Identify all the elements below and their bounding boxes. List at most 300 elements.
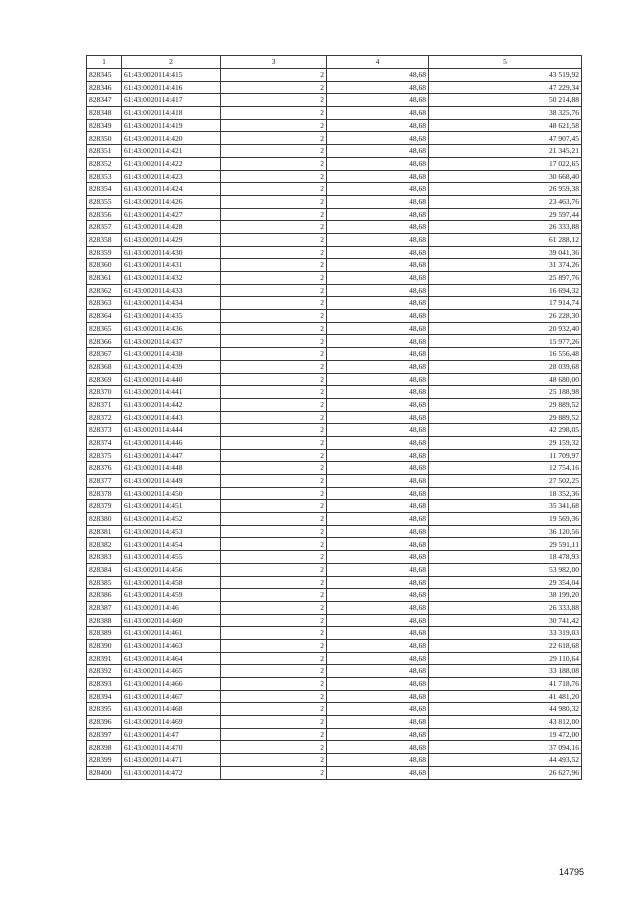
cadastral-number-cell: 61:43:0020114:435 xyxy=(122,310,221,323)
cadastral-number-cell: 61:43:0020114:426 xyxy=(122,195,221,208)
rate-cell: 48,68 xyxy=(327,728,429,741)
value-cell: 38 325,76 xyxy=(429,107,582,120)
table-row xyxy=(87,665,582,678)
category-cell: 2 xyxy=(221,69,327,82)
table-row xyxy=(87,754,582,767)
category-cell: 2 xyxy=(221,322,327,335)
value-cell: 29 354,04 xyxy=(429,576,582,589)
cadastral-number-cell: 61:43:0020114:439 xyxy=(122,360,221,373)
rate-cell: 48,68 xyxy=(327,589,429,602)
table-row xyxy=(87,246,582,259)
table-row xyxy=(87,741,582,754)
value-cell: 26 333,88 xyxy=(429,221,582,234)
value-cell: 26 627,96 xyxy=(429,766,582,779)
rate-cell: 48,68 xyxy=(327,195,429,208)
category-cell: 2 xyxy=(221,81,327,94)
cadastral-number-cell: 61:43:0020114:428 xyxy=(122,221,221,234)
category-cell: 2 xyxy=(221,424,327,437)
cadastral-number-cell: 61:43:0020114:421 xyxy=(122,145,221,158)
table-row xyxy=(87,208,582,221)
table-row xyxy=(87,272,582,285)
table-row xyxy=(87,107,582,120)
category-cell: 2 xyxy=(221,386,327,399)
rate-cell: 48,68 xyxy=(327,119,429,132)
table-row xyxy=(87,310,582,323)
table-row xyxy=(87,652,582,665)
table-row xyxy=(87,513,582,526)
value-cell: 35 341,68 xyxy=(429,500,582,513)
category-cell: 2 xyxy=(221,589,327,602)
cadastral-number-cell: 61:43:0020114:422 xyxy=(122,157,221,170)
row-number-cell: 828390 xyxy=(87,639,122,652)
table-row xyxy=(87,386,582,399)
row-number-cell: 828384 xyxy=(87,563,122,576)
row-number-cell: 828382 xyxy=(87,538,122,551)
rate-cell: 48,68 xyxy=(327,208,429,221)
cadastral-number-cell: 61:43:0020114:432 xyxy=(122,272,221,285)
row-number-cell: 828359 xyxy=(87,246,122,259)
rate-cell: 48,68 xyxy=(327,94,429,107)
row-number-cell: 828353 xyxy=(87,170,122,183)
rate-cell: 48,68 xyxy=(327,398,429,411)
category-cell: 2 xyxy=(221,500,327,513)
row-number-cell: 828347 xyxy=(87,94,122,107)
cadastral-number-cell: 61:43:0020114:436 xyxy=(122,322,221,335)
rate-cell: 48,68 xyxy=(327,310,429,323)
category-cell: 2 xyxy=(221,297,327,310)
row-number-cell: 828366 xyxy=(87,335,122,348)
rate-cell: 48,68 xyxy=(327,551,429,564)
rate-cell: 48,68 xyxy=(327,703,429,716)
table-row xyxy=(87,614,582,627)
row-number-cell: 828351 xyxy=(87,145,122,158)
rate-cell: 48,68 xyxy=(327,614,429,627)
cadastral-number-cell: 61:43:0020114:452 xyxy=(122,513,221,526)
category-cell: 2 xyxy=(221,728,327,741)
row-number-cell: 828378 xyxy=(87,487,122,500)
table-row xyxy=(87,119,582,132)
value-cell: 29 889,52 xyxy=(429,411,582,424)
value-cell: 48 680,00 xyxy=(429,373,582,386)
table-body xyxy=(87,69,582,780)
category-cell: 2 xyxy=(221,373,327,386)
cadastral-number-cell: 61:43:0020114:418 xyxy=(122,107,221,120)
rate-cell: 48,68 xyxy=(327,322,429,335)
row-number-cell: 828394 xyxy=(87,690,122,703)
table-row xyxy=(87,462,582,475)
rate-cell: 48,68 xyxy=(327,259,429,272)
category-cell: 2 xyxy=(221,132,327,145)
row-number-cell: 828388 xyxy=(87,614,122,627)
rate-cell: 48,68 xyxy=(327,766,429,779)
row-number-cell: 828350 xyxy=(87,132,122,145)
category-cell: 2 xyxy=(221,487,327,500)
table-row xyxy=(87,563,582,576)
rate-cell: 48,68 xyxy=(327,360,429,373)
row-number-cell: 828356 xyxy=(87,208,122,221)
table-row xyxy=(87,576,582,589)
cadastral-number-cell: 61:43:0020114:472 xyxy=(122,766,221,779)
category-cell: 2 xyxy=(221,272,327,285)
rate-cell: 48,68 xyxy=(327,716,429,729)
value-cell: 36 120,56 xyxy=(429,525,582,538)
table-row xyxy=(87,132,582,145)
value-cell: 11 709,97 xyxy=(429,449,582,462)
row-number-cell: 828357 xyxy=(87,221,122,234)
rate-cell: 48,68 xyxy=(327,690,429,703)
category-cell: 2 xyxy=(221,665,327,678)
table-row xyxy=(87,360,582,373)
row-number-cell: 828383 xyxy=(87,551,122,564)
table-row xyxy=(87,373,582,386)
category-cell: 2 xyxy=(221,601,327,614)
rate-cell: 48,68 xyxy=(327,145,429,158)
table-row xyxy=(87,170,582,183)
table-row xyxy=(87,221,582,234)
table-row xyxy=(87,424,582,437)
value-cell: 18 478,93 xyxy=(429,551,582,564)
table-row xyxy=(87,627,582,640)
rate-cell: 48,68 xyxy=(327,665,429,678)
rate-cell: 48,68 xyxy=(327,81,429,94)
table-row xyxy=(87,639,582,652)
cadastral-number-cell: 61:43:0020114:450 xyxy=(122,487,221,500)
table-row xyxy=(87,233,582,246)
row-number-cell: 828374 xyxy=(87,436,122,449)
table-row xyxy=(87,195,582,208)
category-cell: 2 xyxy=(221,310,327,323)
table-header xyxy=(87,56,582,69)
row-number-cell: 828398 xyxy=(87,741,122,754)
cadastral-number-cell: 61:43:0020114:470 xyxy=(122,741,221,754)
value-cell: 43 519,92 xyxy=(429,69,582,82)
cadastral-number-cell: 61:43:0020114:466 xyxy=(122,678,221,691)
rate-cell: 48,68 xyxy=(327,487,429,500)
row-number-cell: 828361 xyxy=(87,272,122,285)
rate-cell: 48,68 xyxy=(327,652,429,665)
value-cell: 33 319,03 xyxy=(429,627,582,640)
category-cell: 2 xyxy=(221,208,327,221)
category-cell: 2 xyxy=(221,475,327,488)
table-row xyxy=(87,690,582,703)
rate-cell: 48,68 xyxy=(327,411,429,424)
category-cell: 2 xyxy=(221,195,327,208)
category-cell: 2 xyxy=(221,335,327,348)
value-cell: 44 493,52 xyxy=(429,754,582,767)
rate-cell: 48,68 xyxy=(327,475,429,488)
header-col-2: 2 xyxy=(122,56,221,69)
row-number-cell: 828375 xyxy=(87,449,122,462)
rate-cell: 48,68 xyxy=(327,525,429,538)
table-row xyxy=(87,728,582,741)
cadastral-number-cell: 61:43:0020114:455 xyxy=(122,551,221,564)
cadastral-number-cell: 61:43:0020114:434 xyxy=(122,297,221,310)
rate-cell: 48,68 xyxy=(327,563,429,576)
category-cell: 2 xyxy=(221,551,327,564)
category-cell: 2 xyxy=(221,183,327,196)
table-row xyxy=(87,411,582,424)
category-cell: 2 xyxy=(221,436,327,449)
table-row xyxy=(87,449,582,462)
category-cell: 2 xyxy=(221,754,327,767)
rate-cell: 48,68 xyxy=(327,576,429,589)
value-cell: 61 288,12 xyxy=(429,233,582,246)
cadastral-number-cell: 61:43:0020114:468 xyxy=(122,703,221,716)
value-cell: 48 621,58 xyxy=(429,119,582,132)
row-number-cell: 828373 xyxy=(87,424,122,437)
table-row xyxy=(87,678,582,691)
rate-cell: 48,68 xyxy=(327,741,429,754)
value-cell: 53 982,00 xyxy=(429,563,582,576)
cadastral-number-cell: 61:43:0020114:437 xyxy=(122,335,221,348)
table-row xyxy=(87,322,582,335)
rate-cell: 48,68 xyxy=(327,284,429,297)
rate-cell: 48,68 xyxy=(327,246,429,259)
cadastral-number-cell: 61:43:0020114:471 xyxy=(122,754,221,767)
cadastral-number-cell: 61:43:0020114:469 xyxy=(122,716,221,729)
value-cell: 15 977,26 xyxy=(429,335,582,348)
row-number-cell: 828389 xyxy=(87,627,122,640)
category-cell: 2 xyxy=(221,639,327,652)
value-cell: 25 188,98 xyxy=(429,386,582,399)
category-cell: 2 xyxy=(221,94,327,107)
cadastral-number-cell: 61:43:0020114:449 xyxy=(122,475,221,488)
value-cell: 12 754,16 xyxy=(429,462,582,475)
value-cell: 31 374,26 xyxy=(429,259,582,272)
table-row xyxy=(87,766,582,779)
rate-cell: 48,68 xyxy=(327,601,429,614)
row-number-cell: 828354 xyxy=(87,183,122,196)
rate-cell: 48,68 xyxy=(327,272,429,285)
table-row xyxy=(87,551,582,564)
row-number-cell: 828370 xyxy=(87,386,122,399)
cadastral-number-cell: 61:43:0020114:456 xyxy=(122,563,221,576)
cadastral-number-cell: 61:43:0020114:453 xyxy=(122,525,221,538)
value-cell: 41 481,20 xyxy=(429,690,582,703)
category-cell: 2 xyxy=(221,157,327,170)
cadastral-number-cell: 61:43:0020114:440 xyxy=(122,373,221,386)
category-cell: 2 xyxy=(221,233,327,246)
cadastral-number-cell: 61:43:0020114:442 xyxy=(122,398,221,411)
row-number-cell: 828360 xyxy=(87,259,122,272)
row-number-cell: 828395 xyxy=(87,703,122,716)
value-cell: 17 914,74 xyxy=(429,297,582,310)
row-number-cell: 828372 xyxy=(87,411,122,424)
value-cell: 29 110,64 xyxy=(429,652,582,665)
category-cell: 2 xyxy=(221,119,327,132)
value-cell: 47 907,45 xyxy=(429,132,582,145)
table-row xyxy=(87,81,582,94)
row-number-cell: 828349 xyxy=(87,119,122,132)
rate-cell: 48,68 xyxy=(327,754,429,767)
table-row xyxy=(87,525,582,538)
value-cell: 17 022,65 xyxy=(429,157,582,170)
value-cell: 47 229,34 xyxy=(429,81,582,94)
category-cell: 2 xyxy=(221,525,327,538)
value-cell: 30 668,40 xyxy=(429,170,582,183)
table-row xyxy=(87,601,582,614)
category-cell: 2 xyxy=(221,741,327,754)
category-cell: 2 xyxy=(221,614,327,627)
row-number-cell: 828364 xyxy=(87,310,122,323)
value-cell: 26 333,88 xyxy=(429,601,582,614)
value-cell: 26 959,38 xyxy=(429,183,582,196)
rate-cell: 48,68 xyxy=(327,462,429,475)
category-cell: 2 xyxy=(221,107,327,120)
value-cell: 29 597,44 xyxy=(429,208,582,221)
value-cell: 33 188,08 xyxy=(429,665,582,678)
cadastral-number-cell: 61:43:0020114:423 xyxy=(122,170,221,183)
rate-cell: 48,68 xyxy=(327,513,429,526)
rate-cell: 48,68 xyxy=(327,132,429,145)
cadastral-number-cell: 61:43:0020114:465 xyxy=(122,665,221,678)
cadastral-number-cell: 61:43:0020114:415 xyxy=(122,69,221,82)
rate-cell: 48,68 xyxy=(327,627,429,640)
row-number-cell: 828345 xyxy=(87,69,122,82)
cadastral-number-cell: 61:43:0020114:420 xyxy=(122,132,221,145)
table-row xyxy=(87,589,582,602)
category-cell: 2 xyxy=(221,246,327,259)
row-number-cell: 828377 xyxy=(87,475,122,488)
value-cell: 22 618,68 xyxy=(429,639,582,652)
row-number-cell: 828358 xyxy=(87,233,122,246)
rate-cell: 48,68 xyxy=(327,157,429,170)
table-row xyxy=(87,500,582,513)
value-cell: 43 812,00 xyxy=(429,716,582,729)
table-row xyxy=(87,297,582,310)
value-cell: 19 569,36 xyxy=(429,513,582,526)
header-col-1: 1 xyxy=(87,56,122,69)
row-number-cell: 828352 xyxy=(87,157,122,170)
value-cell: 39 041,36 xyxy=(429,246,582,259)
cadastral-number-cell: 61:43:0020114:463 xyxy=(122,639,221,652)
cadastral-number-cell: 61:43:0020114:458 xyxy=(122,576,221,589)
category-cell: 2 xyxy=(221,576,327,589)
header-col-5: 5 xyxy=(429,56,582,69)
row-number-cell: 828346 xyxy=(87,81,122,94)
table-row xyxy=(87,157,582,170)
value-cell: 21 345,21 xyxy=(429,145,582,158)
category-cell: 2 xyxy=(221,690,327,703)
table-row xyxy=(87,475,582,488)
cadastral-number-cell: 61:43:0020114:464 xyxy=(122,652,221,665)
category-cell: 2 xyxy=(221,652,327,665)
row-number-cell: 828376 xyxy=(87,462,122,475)
cadastral-number-cell: 61:43:0020114:448 xyxy=(122,462,221,475)
row-number-cell: 828400 xyxy=(87,766,122,779)
rate-cell: 48,68 xyxy=(327,424,429,437)
cadastral-number-cell: 61:43:0020114:459 xyxy=(122,589,221,602)
cadastral-number-cell: 61:43:0020114:447 xyxy=(122,449,221,462)
table-row xyxy=(87,259,582,272)
rate-cell: 48,68 xyxy=(327,107,429,120)
rate-cell: 48,68 xyxy=(327,373,429,386)
rate-cell: 48,68 xyxy=(327,678,429,691)
table-row xyxy=(87,145,582,158)
row-number-cell: 828369 xyxy=(87,373,122,386)
row-number-cell: 828381 xyxy=(87,525,122,538)
category-cell: 2 xyxy=(221,703,327,716)
value-cell: 25 897,76 xyxy=(429,272,582,285)
category-cell: 2 xyxy=(221,678,327,691)
category-cell: 2 xyxy=(221,145,327,158)
value-cell: 42 298,05 xyxy=(429,424,582,437)
rate-cell: 48,68 xyxy=(327,449,429,462)
cadastral-number-cell: 61:43:0020114:430 xyxy=(122,246,221,259)
cadastral-number-cell: 61:43:0020114:431 xyxy=(122,259,221,272)
cadastral-number-cell: 61:43:0020114:427 xyxy=(122,208,221,221)
cadastral-number-cell: 61:43:0020114:446 xyxy=(122,436,221,449)
cadastral-number-cell: 61:43:0020114:46 xyxy=(122,601,221,614)
category-cell: 2 xyxy=(221,462,327,475)
rate-cell: 48,68 xyxy=(327,221,429,234)
table-row xyxy=(87,703,582,716)
value-cell: 27 502,25 xyxy=(429,475,582,488)
cadastral-number-cell: 61:43:0020114:438 xyxy=(122,348,221,361)
row-number-cell: 828368 xyxy=(87,360,122,373)
row-number-cell: 828397 xyxy=(87,728,122,741)
row-number-cell: 828387 xyxy=(87,601,122,614)
row-number-cell: 828399 xyxy=(87,754,122,767)
category-cell: 2 xyxy=(221,513,327,526)
rate-cell: 48,68 xyxy=(327,297,429,310)
value-cell: 30 741,42 xyxy=(429,614,582,627)
table-row xyxy=(87,335,582,348)
value-cell: 18 352,36 xyxy=(429,487,582,500)
category-cell: 2 xyxy=(221,284,327,297)
table-row xyxy=(87,487,582,500)
row-number-cell: 828392 xyxy=(87,665,122,678)
rate-cell: 48,68 xyxy=(327,170,429,183)
cadastral-number-cell: 61:43:0020114:451 xyxy=(122,500,221,513)
cadastral-number-cell: 61:43:0020114:417 xyxy=(122,94,221,107)
cadastral-number-cell: 61:43:0020114:416 xyxy=(122,81,221,94)
page-number: 14795 xyxy=(558,867,584,877)
value-cell: 29 591,11 xyxy=(429,538,582,551)
rate-cell: 48,68 xyxy=(327,500,429,513)
row-number-cell: 828379 xyxy=(87,500,122,513)
value-cell: 28 039,68 xyxy=(429,360,582,373)
category-cell: 2 xyxy=(221,398,327,411)
value-cell: 29 889,52 xyxy=(429,398,582,411)
row-number-cell: 828365 xyxy=(87,322,122,335)
cadastral-number-cell: 61:43:0020114:441 xyxy=(122,386,221,399)
cadastral-number-cell: 61:43:0020114:460 xyxy=(122,614,221,627)
table-row xyxy=(87,716,582,729)
row-number-cell: 828396 xyxy=(87,716,122,729)
value-cell: 44 980,32 xyxy=(429,703,582,716)
row-number-cell: 828386 xyxy=(87,589,122,602)
row-number-cell: 828371 xyxy=(87,398,122,411)
table-row xyxy=(87,284,582,297)
cadastral-number-cell: 61:43:0020114:419 xyxy=(122,119,221,132)
row-number-cell: 828393 xyxy=(87,678,122,691)
category-cell: 2 xyxy=(221,411,327,424)
table-row xyxy=(87,183,582,196)
table-row xyxy=(87,94,582,107)
category-cell: 2 xyxy=(221,627,327,640)
value-cell: 20 932,40 xyxy=(429,322,582,335)
rate-cell: 48,68 xyxy=(327,183,429,196)
value-cell: 26 228,30 xyxy=(429,310,582,323)
row-number-cell: 828367 xyxy=(87,348,122,361)
table-row xyxy=(87,69,582,82)
value-cell: 19 472,00 xyxy=(429,728,582,741)
category-cell: 2 xyxy=(221,716,327,729)
cadastral-number-cell: 61:43:0020114:444 xyxy=(122,424,221,437)
header-col-4: 4 xyxy=(327,56,429,69)
cadastral-number-cell: 61:43:0020114:433 xyxy=(122,284,221,297)
